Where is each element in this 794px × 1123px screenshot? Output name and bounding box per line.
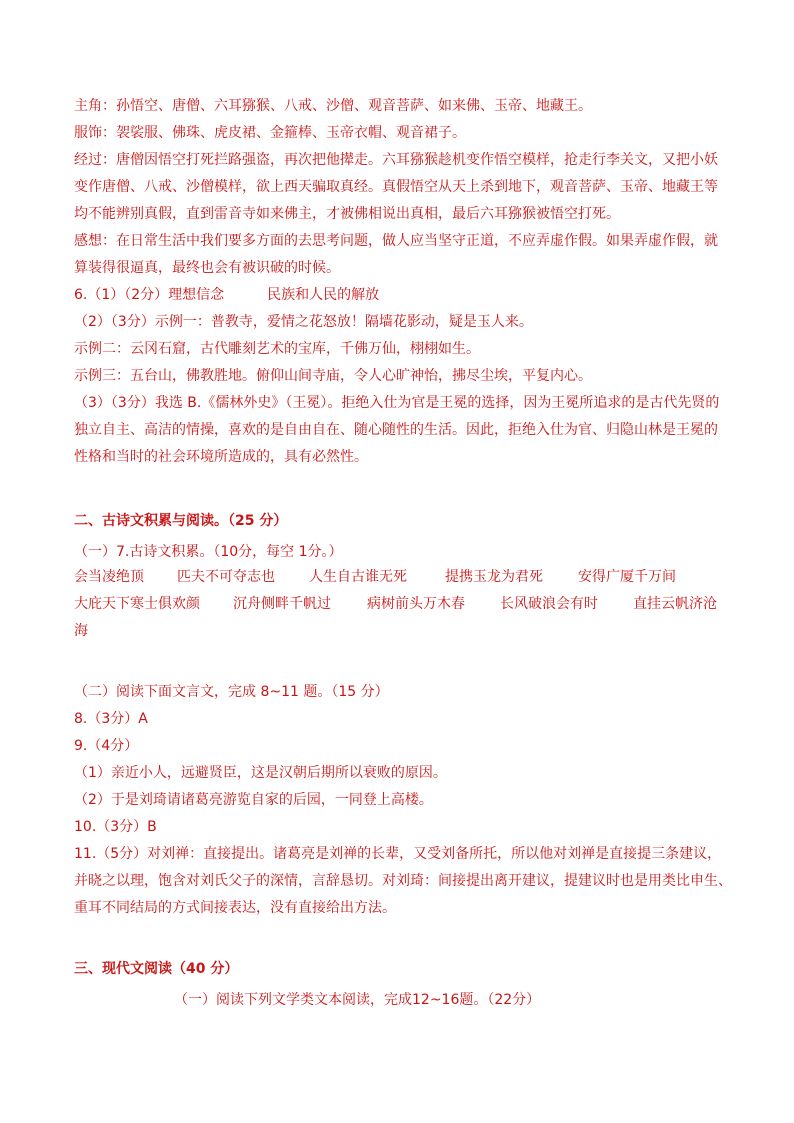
q9-heading: 9.（4分） (74, 738, 139, 754)
q7-blank: 长风破浪会有时 (500, 596, 598, 612)
q7-blank: 提携玉龙为君死 (445, 569, 543, 585)
q7-blank: 大庇天下寒士俱欢颜 (74, 596, 200, 612)
q9-answer-1: （1）亲近小人，远避贤臣，这是汉朝后期所以衰败的原因。 (74, 765, 447, 781)
classical-reading-heading: （二）阅读下面文言文，完成 8~11 题。（15 分） (74, 684, 389, 700)
costume-line: 服饰：袈裟服、佛珠、虎皮裙、金箍棒、玉帝衣帽、观音裙子。 (74, 125, 466, 141)
feeling-line-2: 算装得很逼真，最终也会有被识破的时候。 (74, 260, 340, 276)
q6-part2-example3: 示例三：五台山，佛教胜地。俯仰山间寺庙，令人心旷神怡，拂尽尘埃，平复内心。 (74, 368, 592, 384)
plot-line-3: 均不能辨别真假，直到雷音寺如来佛主，才被佛相说出真相，最后六耳猕猴被悟空打死。 (74, 206, 620, 222)
q7-blank: 匹夫不可夺志也 (177, 569, 275, 585)
roles-line: 主角：孙悟空、唐僧、六耳猕猴、八戒、沙僧、观音菩萨、如来佛、玉帝、地藏王。 (74, 98, 592, 114)
q6-part2-example2: 示例二：云冈石窟，古代雕刻艺术的宝库，千佛万仙，栩栩如生。 (74, 341, 480, 357)
q6-part1-answer-b: 民族和人民的解放 (267, 287, 380, 303)
q6-part3-line2: 独立自主、高洁的情操，喜欢的是自由自在、随心随性的生活。因此，拒绝入仕为官、归隐山林是王冕的 (74, 422, 718, 438)
q7-blank: 病树前头万木春 (367, 596, 465, 612)
feeling-line-1: 感想：在日常生活中我们要多方面的去思考问题，做人应当坚守正道，不应弄虚作假。如果弄虚作假，就 (74, 233, 718, 249)
section2-heading: 二、古诗文积累与阅读。（25 分） (74, 513, 288, 529)
q6-part1 (74, 285, 379, 305)
q6-part2-example1: （2）（3分）示例一：普教寺，爱情之花怒放！隔墙花影动，疑是玉人来。 (74, 314, 533, 330)
q6-part3-line3: 性格和当时的社会环境所造成的，具有必然性。 (74, 449, 368, 465)
q7-blank: 沉舟侧畔千帆过 (233, 596, 331, 612)
literary-reading-heading: （一）阅读下列文学类文本阅读，完成12~16题。（22分） (174, 992, 541, 1008)
q6-part3-line1: （3）（3分）我选 B.《儒林外史》（王冕）。拒绝入仕为官是王冕的选择，因为王冕所追求的是古代先贤的 (74, 395, 720, 411)
q10-answer: 10.（3分）B (74, 819, 157, 835)
q11-line-3: 重耳不同结局的方式间接表达，没有直接给出方法。 (74, 900, 396, 916)
q7-answers-row1 (74, 567, 676, 587)
q7-blank: 直挂云帆济沧 (633, 596, 717, 612)
plot-line-1: 经过：唐僧因悟空打死拦路强盗，再次把他撵走。六耳猕猴趁机变作悟空模样，抢走行李关文，又把小妖 (74, 152, 718, 168)
q7-answers-row3: 海 (74, 623, 88, 639)
q8-answer: 8.（3分）A (74, 711, 148, 727)
q7-blank: 人生自古谁无死 (309, 569, 407, 585)
q7-heading: （一）7.古诗文积累。（10分，每空 1分。） (74, 544, 343, 560)
section3-heading: 三、现代文阅读（40 分） (74, 961, 239, 977)
q7-blank: 安得广厦千万间 (578, 569, 676, 585)
q9-answer-2: （2）于是刘琦请诸葛亮游览自家的后园，一同登上高楼。 (74, 792, 433, 808)
q7-blank: 会当凌绝顶 (74, 569, 144, 585)
plot-line-2: 变作唐僧、八戒、沙僧模样，欲上西天骗取真经。真假悟空从天上杀到地下，观音菩萨、玉帝、地藏王等 (74, 179, 718, 195)
q7-answers-row2 (74, 594, 717, 614)
q11-line-2: 并晓之以理，饱含对刘氏父子的深情，言辞恳切。对刘琦：间接提出离开建议，提建议时也是用类比申生、 (74, 873, 732, 889)
q6-part1-answer-a: 6.（1）（2分）理想信念 (74, 287, 225, 303)
q11-line-1: 11.（5分）对刘禅：直接提出。诸葛亮是刘禅的长辈，又受刘备所托，所以他对刘禅是直接提三条建议， (74, 846, 722, 862)
